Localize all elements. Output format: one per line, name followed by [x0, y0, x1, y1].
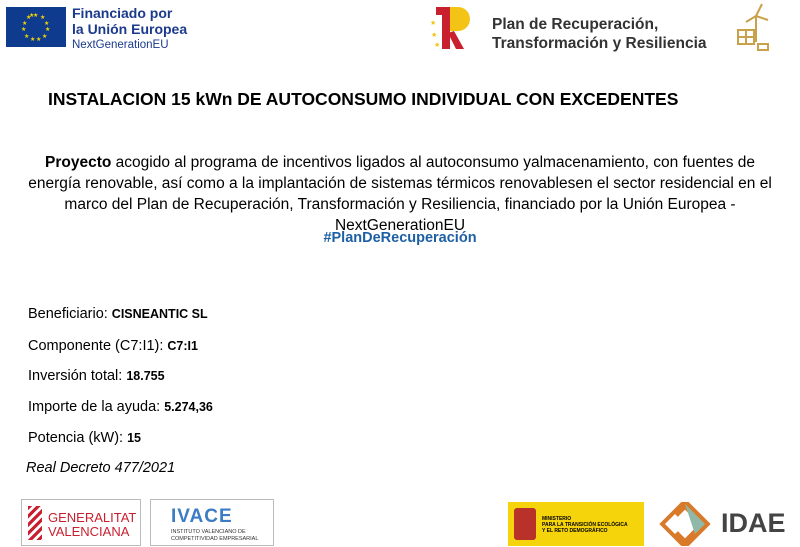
- field-beneficiario: Beneficiario: CISNEANTIC SL: [28, 306, 208, 322]
- decree: Real Decreto 477/2021: [26, 460, 176, 476]
- gv-line2: VALENCIANA: [48, 524, 130, 539]
- eu-line3: NextGenerationEU: [72, 39, 169, 51]
- eu-line1: Financiado por: [72, 5, 173, 21]
- ivace-line2: COMPETITIVIDAD EMPRESARIAL: [171, 536, 259, 542]
- min-line3: Y EL RETO DEMOGRÁFICO: [542, 528, 608, 534]
- field-componente: Componente (C7:I1): C7:I1: [28, 338, 198, 354]
- gv-line1: GENERALITAT: [48, 510, 137, 525]
- min-line2: PARA LA TRANSICIÓN ECOLÓGICA: [542, 522, 628, 528]
- min-line1: MINISTERIO: [542, 516, 572, 522]
- ivace-logo: [150, 499, 274, 546]
- wind-solar-icon: [732, 2, 772, 54]
- idae-diamond-icon: [655, 502, 717, 546]
- prtr-line2: Transformación y Resiliencia: [492, 35, 707, 52]
- eu-funding-text: [72, 5, 187, 53]
- page-title: INSTALACION 15 kWn DE AUTOCONSUMO INDIVIDUAL CON EXCEDENTES: [48, 89, 679, 109]
- generalitat-valenciana-logo: [21, 499, 141, 546]
- description-text: acogido al programa de incentivos ligados al autoconsumo yalmacenamiento, con fuentes de energía renovable, así como a la implantación de sistemas térmicos renovablesen el sector residencial en el marco del Plan de Recuperación, Transformación y Resiliencia, financiado por la Unión Europea - NextGenerationEU: [28, 154, 772, 234]
- svg-text:★: ★: [431, 32, 438, 39]
- field-potencia: Potencia (kW): 15: [28, 430, 141, 446]
- svg-text:★: ★: [430, 20, 437, 27]
- idae-name: IDAE: [721, 508, 786, 538]
- eu-line2: la Unión Europea: [72, 21, 188, 37]
- ivace-name: IVACE: [171, 506, 233, 527]
- field-inversion: Inversión total: 18.755: [28, 368, 165, 384]
- ivace-line1: INSTITUTO VALENCIANO DE: [171, 529, 246, 535]
- gv-shield-icon: [28, 506, 42, 540]
- prtr-r-logo: [428, 5, 476, 51]
- svg-text:★: ★: [434, 42, 441, 49]
- field-importe: Importe de la ayuda: 5.274,36: [28, 399, 213, 415]
- spain-coat-of-arms-icon: [514, 508, 536, 540]
- idae-logo: [655, 502, 790, 546]
- ministerio-logo: [508, 502, 644, 546]
- prtr-text: [492, 15, 707, 53]
- description-lead: Proyecto: [45, 154, 112, 171]
- hashtag: #PlanDeRecuperación: [323, 230, 477, 246]
- prtr-line1: Plan de Recuperación,: [492, 16, 659, 33]
- eu-flag-logo: ★ ★ ★ ★ ★ ★ ★ ★ ★ ★ ★ ★: [6, 7, 66, 47]
- project-description: [20, 152, 780, 236]
